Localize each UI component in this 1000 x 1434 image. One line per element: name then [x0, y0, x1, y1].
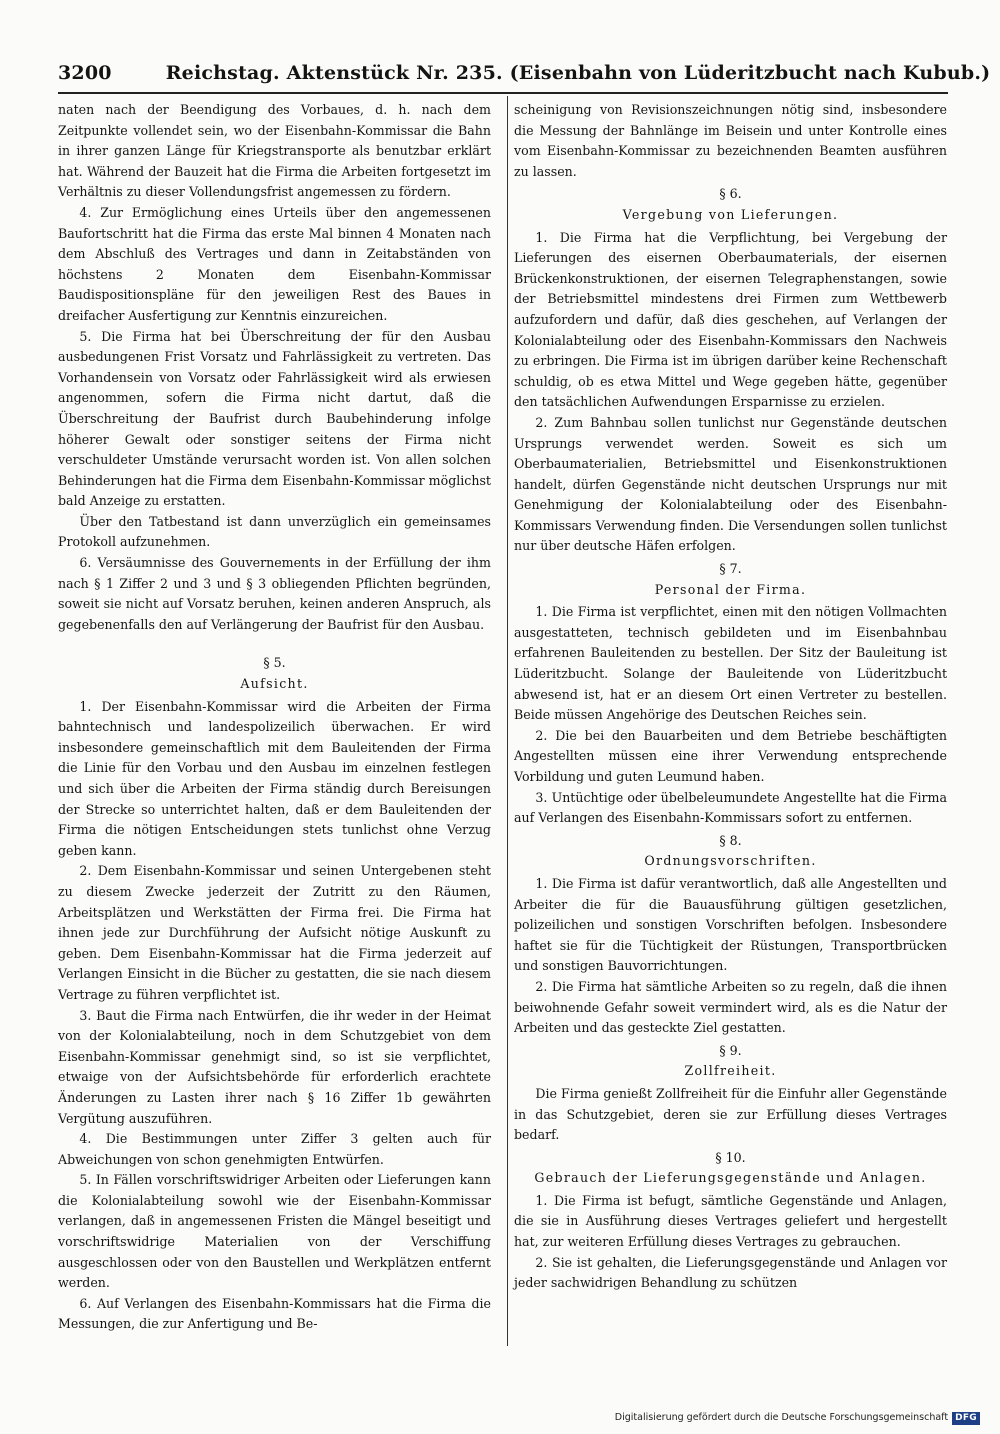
paragraph: 3. Untüchtige oder übelbeleumundete Angestellte hat die Firma auf Verlangen des Eisenbahn-Kommissars sofort zu entfernen.	[514, 789, 947, 826]
paragraph: 1. Die Firma ist befugt, sämtliche Gegenstände und Anlagen, die sie in Ausführung dieses Vertrages geliefert und hergestellt hat, zur weiteren Erfüllung dieses Vertrages zu gebrauchen.	[514, 1192, 947, 1250]
paragraph: 6. Auf Verlangen des Eisenbahn-Kommissars hat die Firma die Messungen, die zur Anfertigung und Be-	[58, 1295, 491, 1332]
paragraph: 4. Die Bestimmungen unter Ziffer 3 gelten auch für Abweichungen von schon genehmigten Entwürfen.	[58, 1131, 491, 1167]
page-title: Reichstag. Aktenstück Nr. 235. (Eisenbahn von Lüderitzbucht nach Kubub.)	[165, 62, 991, 84]
paragraph: 6. Versäumnisse des Gouvernements in der Erfüllung der ihm nach § 1 Ziffer 2 und 3 und § 3 obliegenden Pflichten begründen, soweit sie nicht auf Vorsatz beruhen, keinen anderen Anspruch, als gegebenenfalls den auf Verlängerung der Baufrist für den Ausbau.	[58, 555, 491, 632]
paragraph: 3. Baut die Firma nach Entwürfen, die ihr weder in der Heimat von der Kolonialabteilung, noch in dem Schutzgebiet von dem Eisenbahn-Kommissar genehmigt sind, so ist sie verpflichtet, etwaige von der Aufsichtsbehörde für erforderlich erachtete Änderungen zu Lasten ihrer nach § 16 Ziffer 1b gewährten Vergütung auszuführen.	[58, 1007, 491, 1126]
left-column	[58, 100, 491, 1335]
paragraph: 2. Die bei den Bauarbeiten und dem Betriebe beschäftigten Angestellten müssen eine ihrer Verwendung entsprechende Vorbildung und guten Leumund haben.	[514, 727, 947, 784]
paragraph: 2. Zum Bahnbau sollen tunlichst nur Gegenstände deutschen Ursprungs verwendet werden. Soweit es sich um Oberbaumaterialien, Betriebsmittel und Eisenkonstruktionen handelt, dürfen Gegenstände nicht deutschen Ursprungs nur mit Genehmigung der Kolonialabteilung oder des Eisenbahn-Kommissars Verwendung finden. Die Versendungen sollen tunlichst nur über deutsche Häfen erfolgen.	[514, 414, 947, 554]
paragraph: 2. Die Firma hat sämtliche Arbeiten so zu regeln, daß die ihnen beiwohnende Gefahr soweit vermindert wird, als es die Natur der Arbeiten und das gesteckte Ziel gestatten.	[514, 978, 947, 1036]
section-number: § 7.	[719, 561, 742, 577]
paragraph: naten nach der Beendigung des Vorbaues, d. h. nach dem Zeitpunkte vollendet sein, wo der Eisenbahn-Kommissar die Bahn in ihrer ganzen Länge für Kriegstransporte als benutzbar erklärt hat. Während der Bauzeit hat die Firma die Arbeiten fortgesetzt im Verhältnis zu dieser Vollendungsfrist angemessen zu fördern.	[58, 102, 491, 200]
paragraph: 2. Sie ist gehalten, die Lieferungsgegenstände und Anlagen vor jeder sachwidrigen Behandlung zu schützen	[514, 1254, 947, 1291]
section-number: § 8.	[719, 832, 742, 848]
section-heading: Gebrauch der Lieferungsgegenstände und Anlagen.	[534, 1170, 927, 1186]
right-column	[514, 100, 947, 1294]
section-heading: Ordnungsvorschriften.	[644, 853, 817, 869]
page-number: 3200	[58, 62, 112, 84]
column-divider	[507, 96, 508, 1346]
credit-text: Digitalisierung gefördert durch die Deutsche Forschungsgemeinschaft	[614, 1412, 949, 1423]
section-number: § 10.	[715, 1149, 746, 1165]
paragraph: scheinigung von Revisionszeichnungen nötig sind, insbesondere die Messung der Bahnlänge im Beisein und unter Kontrolle eines vom Eisenbahn-Kommissar zu bezeichnenden Beamten ausführen zu lassen.	[514, 102, 947, 179]
paragraph: 2. Dem Eisenbahn-Kommissar und seinen Untergebenen steht zu diesem Zwecke jederzeit der Zutritt zu den Räumen, Arbeitsplätzen und Werkstätten der Firma frei. Die Firma hat ihnen jede zur Durchführung der Aufsicht nötige Auskunft zu geben. Dem Eisenbahn-Kommissar hat die Firma jederzeit auf Verlangen Einsicht in die Bücher zu gestatten, die sie nach diesem Vertrage zu führen verpflichtet ist.	[58, 863, 491, 1002]
section-heading: Personal der Firma.	[654, 581, 807, 597]
page-header	[58, 58, 991, 88]
spacer	[58, 635, 491, 651]
section-number: § 9.	[719, 1042, 742, 1058]
paragraph: 4. Zur Ermöglichung eines Urteils über den angemessenen Baufortschritt hat die Firma das erste Mal binnen 4 Monaten nach dem Abschluß des Vertrages und dann in Zeitabständen von höchstens 2 Monaten dem Eisenbahn-Kommissar Baudispositionspläne für den jeweiligen Rest des Baues in dreifacher Ausfertigung zur Kenntnis einzureichen.	[58, 204, 491, 323]
section-heading: Vergebung von Lieferungen.	[622, 206, 839, 222]
paragraph: Die Firma genießt Zollfreiheit für die Einfuhr aller Gegenstände in das Schutzgebiet, deren sie zur Erfüllung dieses Vertrages bedarf.	[514, 1085, 947, 1143]
section-number: § 5.	[263, 655, 286, 671]
paragraph: 5. Die Firma hat bei Überschreitung der für den Ausbau ausbedungenen Frist Vorsatz und Fahrlässigkeit zu vertreten. Das Vorhandensein von Vorsatz oder Fahrlässigkeit wird als erwiesen angenommen, sofern die Firma nicht dartut, daß die Überschreitung der Baufrist durch Baubehinderung infolge höherer Gewalt oder sonstiger seitens der Firma nicht verschuldeter Umstände verursacht worden ist. Von allen solchen Behinderungen hat die Firma dem Eisenbahn-Kommissar möglichst bald Anzeige zu erstatten.	[58, 328, 491, 509]
paragraph: 1. Die Firma ist dafür verantwortlich, daß alle Angestellten und Arbeiter die für die Bauausführung gültigen gesetzlichen, polizeilichen und sonstigen Vorschriften befolgen. Insbesondere haftet sie für die Tüchtigkeit der Rüstungen, Transportbrücken und sonstigen Bauvorrichtungen.	[514, 875, 947, 974]
header-rule	[58, 92, 948, 94]
digitization-credit	[615, 1410, 980, 1426]
section-number: § 6.	[719, 186, 742, 202]
paragraph: 1. Die Firma ist verpflichtet, einen mit den nötigen Vollmachten ausgestatteten, technisch gebildeten und im Eisenbahnbau erfahrenen Bauleitenden zu bestellen. Der Sitz der Bauleitung ist Lüderitzbucht. Solange der Bauleitende von Lüderitzbucht abwesend ist, hat er an diesem Ort einen Vertreter zu bestellen. Beide müssen Angehörige des Deutschen Reiches sein.	[514, 604, 947, 723]
section-heading: Zollfreiheit.	[684, 1063, 777, 1079]
paragraph: 1. Der Eisenbahn-Kommissar wird die Arbeiten der Firma bahntechnisch und landespolizeilich überwachen. Er wird insbesondere gemeinschaftlich mit dem Bauleitenden der Firma die Linie für den Vorbau und den Ausbau im einzelnen festlegen und sich über die Arbeiten der Firma ständig durch Bereisungen der Strecke so unterrichtet halten, daß er dem Bauleitenden der Firma die nötigen Entscheidungen stets tunlichst ohne Verzug geben kann.	[58, 698, 491, 858]
paragraph: Über den Tatbestand ist dann unverzüglich ein gemeinsames Protokoll aufzunehmen.	[58, 513, 491, 550]
dfg-logo: DFG	[952, 1412, 980, 1425]
paragraph: 1. Die Firma hat die Verpflichtung, bei Vergebung der Lieferungen des eisernen Oberbaumaterials, der eisernen Brückenkonstruktionen, der eisernen Telegraphenstangen, sowie der Betriebsmittel mindestens drei Firmen zum Wettbewerb aufzufordern und dafür, daß dies geschehen, auf Verlangen der Kolonialabteilung oder des Eisenbahn-Kommissars den Nachweis zu erbringen. Die Firma ist im übrigen darüber keine Rechenschaft schuldig, ob es etwa Mittel und Wege gegeben hätte, gegenüber den tatsächlichen Aufwendungen Ersparnisse zu erzielen.	[514, 229, 947, 410]
section-heading: Aufsicht.	[240, 676, 309, 692]
paragraph: 5. In Fällen vorschriftswidriger Arbeiten oder Lieferungen kann die Kolonialabteilung sowohl wie der Eisenbahn-Kommissar verlangen, daß in angemessenen Fristen die Mängel beseitigt und vorschriftswidrige Materialien von der Verschiffung ausgeschlossen oder von den Baustellen und Werkplätzen entfernt werden.	[58, 1172, 491, 1291]
